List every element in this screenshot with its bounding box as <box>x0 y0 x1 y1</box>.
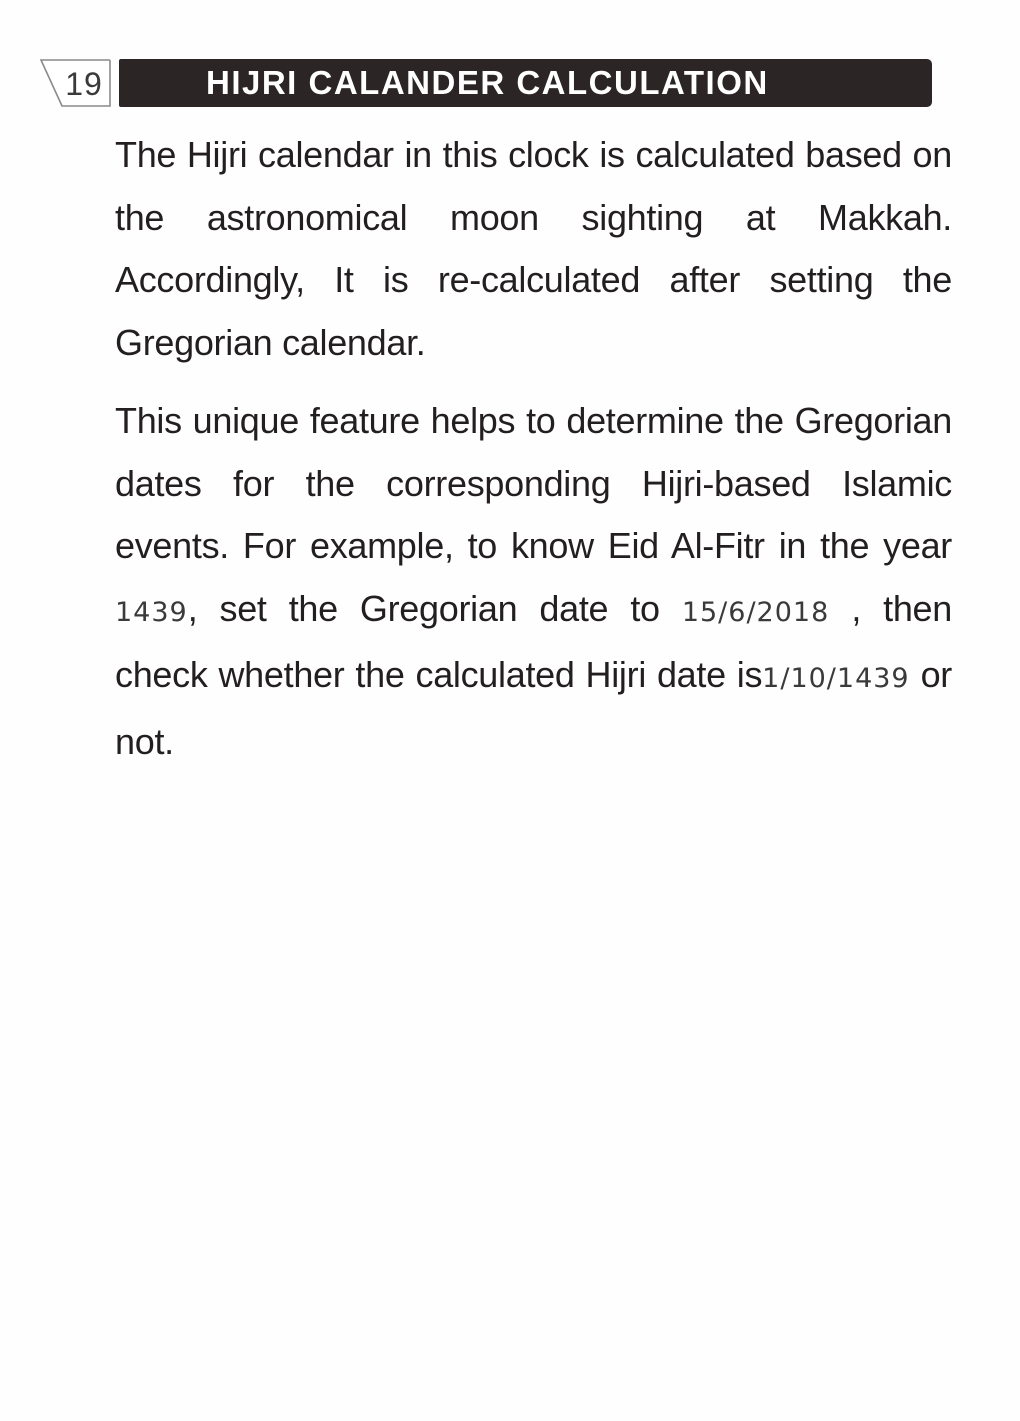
example-set-text: , set the Gregorian date to <box>187 587 660 629</box>
paragraph-example <box>115 390 952 773</box>
page-number: 19 <box>65 66 103 102</box>
body-content <box>115 124 952 773</box>
example-gregorian-date: 15/6/2018 <box>681 596 830 628</box>
example-check-text: , then check whether the calculated Hijri date is <box>115 587 953 695</box>
page-number-tab <box>40 59 112 107</box>
example-end-text: or not. <box>115 654 952 762</box>
section-title: HIJRI CALANDER CALCULATION <box>206 64 769 101</box>
example-intro-text: This unique feature helps to determine the Gregorian dates for the corresponding Hijri-based Islamic events. For example, to know Eid Al-Fitr in the year <box>115 400 952 566</box>
title-bar <box>119 59 932 107</box>
paragraph-hijri-calculation: The Hijri calendar in this clock is calculated based on the astronomical moon sighting at Makkah. Accordingly, It is re-calculated after setting the Gregorian calendar. <box>115 134 952 363</box>
example-hijri-date: 1/10/1439 <box>762 663 910 694</box>
page-header <box>40 59 932 107</box>
example-year: 1439 <box>115 596 188 628</box>
